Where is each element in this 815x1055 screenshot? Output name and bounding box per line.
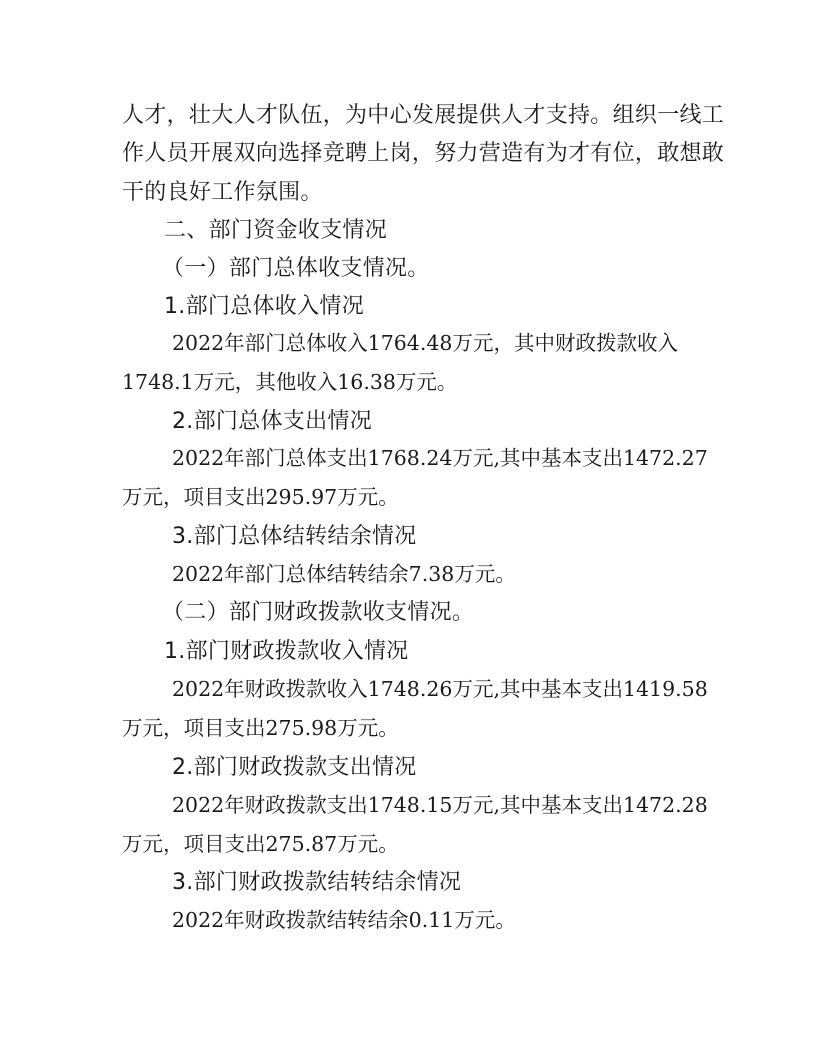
subsection-heading-overall: （一）部门总体收支情况。: [162, 256, 430, 281]
item-heading-overall-expense: 2.部门总体支出情况: [172, 409, 372, 434]
item-heading-fiscal-income: 1.部门财政拨款收入情况: [164, 639, 409, 664]
fiscal-income-text-1: 2022年财政拨款收入1748.26万元,其中基本支出1419.58: [172, 677, 708, 701]
overall-expense-text-2: 万元，项目支出295.97万元。: [122, 485, 399, 509]
intro-line-1: 人才，壮大人才队伍，为中心发展提供人才支持。组织一线工: [122, 103, 725, 128]
overall-expense-text-1: 2022年部门总体支出1768.24万元,其中基本支出1472.27: [172, 446, 708, 470]
item-heading-fiscal-expense: 2.部门财政拨款支出情况: [172, 755, 417, 780]
fiscal-balance-text: 2022年财政拨款结转结余0.11万元。: [172, 908, 516, 932]
intro-line-2: 作人员开展双向选择竞聘上岗，努力营造有为才有位，敢想敢: [122, 141, 725, 166]
fiscal-expense-text-1: 2022年财政拨款支出1748.15万元,其中基本支出1472.28: [172, 793, 708, 817]
overall-balance-text: 2022年部门总体结转结余7.38万元。: [172, 562, 516, 586]
item-heading-fiscal-balance: 3.部门财政拨款结转结余情况: [172, 870, 462, 895]
section-heading-funds: 二、部门资金收支情况: [164, 218, 388, 243]
fiscal-expense-text-2: 万元，项目支出275.87万元。: [122, 832, 399, 856]
intro-line-3: 干的良好工作氛围。: [122, 180, 323, 205]
subsection-heading-fiscal: （二）部门财政拨款收支情况。: [162, 600, 475, 625]
overall-income-text-1: 2022年部门总体收入1764.48万元，其中财政拨款收入: [172, 331, 678, 355]
overall-income-text-2: 1748.1万元，其他收入16.38万元。: [122, 370, 458, 394]
item-heading-overall-income: 1.部门总体收入情况: [164, 294, 364, 319]
item-heading-overall-balance: 3.部门总体结转结余情况: [172, 524, 417, 549]
fiscal-income-text-2: 万元，项目支出275.98万元。: [122, 716, 399, 740]
